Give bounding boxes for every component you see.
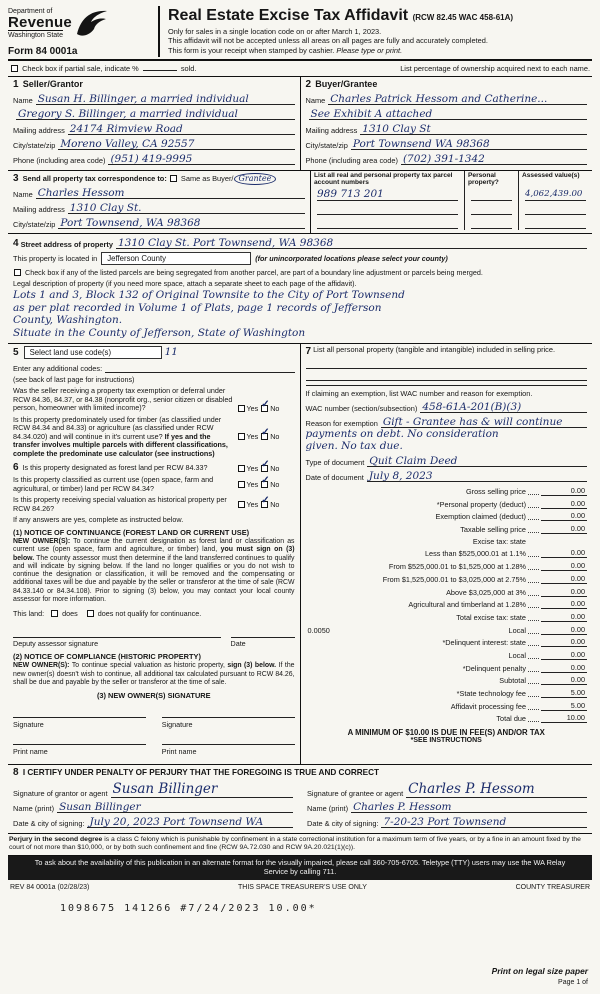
land-use-instructions-note: (see back of last page for instructions) [13,375,135,384]
document-date-field[interactable]: July 8, 2023 [367,470,587,482]
bottom-right-notes [492,966,588,986]
s6-question-forest: 6 Is this property designated as forest land per RCW 84.33? Yes ✓ No [13,464,295,473]
same-as-buyer-checkbox[interactable] [170,175,177,182]
s6-q2-yesno: Yes ✓ No [237,480,295,489]
tax-line: *Delinquent interest: state 0.00 [442,637,585,648]
personal-property-field[interactable] [471,189,512,201]
legal-description-field[interactable]: Lots 1 and 3, Block 132 of Original Townsite to the City of Port Townsend as per plat recorded in Volume 1 of Plats, page 1 records of Jefferson County, Washington. Situate in the County of Jefferson, State of Washington [13,289,405,339]
parcel-table [310,171,592,233]
excise-tax-table [306,486,588,723]
new-owner-signature-field-1[interactable] [13,710,146,718]
s6-q3-yesno: Yes ✓ No [237,500,295,509]
notice-compliance-body: NEW OWNER(S): To continue special valuation as historic property, sign (3) below. If the new owner(s) doesn't wish to continue, all additional tax calculated pursuant to RCW 84.26, shall be due and payable by the seller or transferor at the time of sale. [13,662,295,686]
seller-phone-field[interactable]: (951) 419-9995 [108,153,294,165]
grantor-certification: Signature of grantor or agent Susan Billinger Name (print) Susan Billinger Date & city of signing: July 20, 2023 Port Townsend WA [13,778,293,828]
parcel-number-field[interactable]: 989 713 201 [317,189,458,201]
tax-line: Exemption claimed (deduct) 0.00 [435,511,585,522]
s6-q2-yes-checkbox[interactable] [238,481,245,488]
wac-number-field[interactable]: 458-61A-201(B)(3) [420,401,587,413]
title-rcw-code: (RCW 82.45 WAC 458-61A) [412,13,514,22]
additional-codes-field[interactable] [105,362,294,373]
land-does-not-checkbox[interactable] [87,610,94,617]
tax-line: Total excise tax: state 0.00 [456,611,585,622]
dept-prefix: Department of [8,8,53,15]
tax-line: *Personal property (deduct) 0.00 [436,498,585,509]
s5-q1-no-checkbox[interactable]: ✓ [261,398,270,410]
dept-name: Revenue [8,14,72,31]
minimum-due-note: A MINIMUM OF $10.00 IS DUE IN FEE(S) AND/OR TAX [347,728,545,738]
main-columns [8,344,592,765]
left-column: 5 Select land use code(s) 11 Enter any additional codes: (see back of last page for instructions) Was the seller receiving a property tax exemption or deferral under RCW 84.36, 84.37, or 84.38 (nonprofit org., senior citizen or disabled person, homeowner with limited income)? Yes ✓ No Is this property predominately used for timber (as classified under RCW 84.34 and 84.33) or agriculture (as classified under RCW 84.34.020) and will continue in it's current use? If yes and the transfer involves multiple parcels with different classifications, complete the predominate use calculator (see instructions) Yes ✓ No 6 Is this property designated as forest land per RCW 84.33? Yes ✓ No Is this property classified as current use (open space, farm and agricultural, or timber) land per RCW 84.34? Yes ✓ No Is this property receiving special valuation as historical property per RCW 84.26? Yes ✓ No If any answers are yes, complete as instructed below. (1) NOTICE OF CONTINUANCE (FOREST LAND OR CURRENT USE) NEW OWNER(S): To continue the current designation as forest land or classification as current use (open space, farm and agriculture, or timber) land, you must sign on (3) below. The county assessor must then determine if the land transferred continues to qualify and will indicate by signing below. If the land no longer qualifies or you do not wish to continue the designation or classification, it will be removed and the compensating or additional taxes will be due and payable by the seller or transferor at the time of sale (RCW 84.33.140 or 84.34.108). Prior to signing (3) below, you may contact your local county assessor for more information. This land: does does not qualify for continuance. Deputy assessor signature Date (2) NOTICE OF COMPLIANCE (HISTORIC PROPERTY) NEW OWNER(S): To continue special valuation as historic property, sign (3) below. If the new owner(s) doesn't wish to continue, all additional tax calculated pursuant to RCW 84.26, shall be due and payable by the seller or transferor at the time of sale. (3) NEW OWNER(S) SIGNATURE Signature Print name Signature Print name [8,344,301,764]
document-type-field[interactable]: Quit Claim Deed [367,455,587,467]
land-qualify-row: This land: does does not qualify for continuance. [13,609,202,619]
buyer-title: Buyer/Grantee [315,79,378,89]
partial-sale-option: Check box if partial sale, indicate % sold. [10,63,196,73]
s6-q1-yes-checkbox[interactable] [238,465,245,472]
form-header [8,6,592,61]
form-number: Form 84 0001a [8,46,78,57]
treasurer-space-label: THIS SPACE TREASURER'S USE ONLY [238,883,367,891]
s5-question-timber: Is this property predominately used for timber (as classified under RCW 84.34 and 84.33) or agriculture (as classified under RCW 84.34.020) and will continue in it's current use? If yes and the transfer involves multiple parcels with different classifications, complete the predominate use calculator (see instructions) Yes ✓ No [13,416,295,459]
certify-statement: I CERTIFY UNDER PENALTY OF PERJURY THAT THE FOREGOING IS TRUE AND CORRECT [22,768,380,777]
footer-row [8,880,592,891]
street-address-field[interactable]: 1310 Clay St. Port Townsend, WA 98368 [116,237,587,249]
county-select[interactable]: Jefferson County [101,252,251,265]
title-block [160,6,592,57]
s6-q1-yesno: Yes ✓ No [237,464,295,473]
grantee-signature-field[interactable]: Charles P. Hessom [406,781,587,798]
grantor-print-name-field[interactable]: Susan Billinger [57,801,293,813]
seller-title: Seller/Grantor [22,79,83,89]
exemption-intro: If claiming an exemption, list WAC number and reason for exemption. [305,389,533,398]
partial-percent-field[interactable] [143,63,177,71]
parcel-table-header: List all real and personal property tax parcel account numbers Personal property? Assessed value(s) [311,171,592,188]
section-property: 4 Street address of property 1310 Clay St. Port Townsend, WA 98368 This property is located in Jefferson County (for unincorporated locations please select your county) Check box if any of the listed parcels are being segregated from another parcel, are part of a boundary line adjustment or parcels being merged. Legal description of property (if you need more space, attach a separate sheet to each page of the affidavit). Lots 1 and 3, Block 132 of Original Townsite to the City of Port Townsend as per plat recorded in Volume 1 of Plats, page 1 records of Jefferson County, Washington. Situate in the County of Jefferson, State of Washington [8,234,592,344]
legal-description-label: Legal description of property (if you need more space, attach a separate sheet to each page of the affidavit). [13,279,357,288]
segregated-checkbox[interactable] [14,269,21,276]
s5-q1-yes-checkbox[interactable] [238,405,245,412]
partial-sale-checkbox[interactable] [11,65,18,72]
exemption-reason-field[interactable]: Gift - Grantee has & will continue [381,416,587,428]
buyer-phone-field[interactable]: (702) 391-1342 [401,153,587,165]
notice-continuance-title: (1) NOTICE OF CONTINUANCE (FOREST LAND OR CURRENT USE) [13,528,250,537]
section-tax-correspondence [8,171,592,234]
s6-q3-no-checkbox[interactable]: ✓ [261,495,270,506]
header-note-2: This affidavit will not be accepted unless all areas on all pages are fully and accurately completed. [168,36,488,46]
tax-line: 0.0050 Local 0.00 [307,624,585,635]
land-does-checkbox[interactable] [51,610,58,617]
exemption-reason-overflow: payments on debt. No consideration given. No tax due. [305,428,499,452]
personal-property-field-2[interactable] [306,369,588,381]
s6-question-historic: Is this property receiving special valuation as historical property per RCW 84.26? Yes ✓ No [13,496,295,513]
dept-state: Washington State [8,32,63,39]
ownership-note: List percentage of ownership acquired next to each name. [400,64,590,73]
land-use-code-value: 11 [164,346,178,358]
type-or-print-note: Please type or print. [336,45,403,55]
see-instructions-note: *SEE INSTRUCTIONS [410,737,482,745]
assessed-value-field[interactable]: 4,062,439.00 [525,189,586,201]
correspondence-block: 3 Send all property tax correspondence to: Same as Buyer/ Grantee Name Charles Hessom Mailing address 1310 Clay St. City/state/zip Port Townsend, WA 98368 [8,171,310,233]
cashier-stamp: 1098675 141266 #7/24/2023 10.00* [60,902,317,914]
parcel-row-1 [311,188,592,202]
seller-mailing-field[interactable]: 24174 Rimview Road [68,123,295,135]
s6-question-current-use: Is this property classified as current use (open space, farm and agricultural, or timber) land per RCW 84.34? Yes ✓ No [13,476,295,493]
tax-line: From $1,525,000.01 to $3,025,000 at 2.75% 0.00 [382,573,585,584]
s5-q2-no-checkbox[interactable]: ✓ [261,427,270,439]
section-certification: 8 I CERTIFY UNDER PENALTY OF PERJURY THAT THE FOREGOING IS TRUE AND CORRECT Signature of grantor or agent Susan Billinger Name (print) Susan Billinger Date & city of signing: July 20, 2023 Port Townsend WA Signature of grantee or agent Charles P. Hessom Name (print) Charles P. Hessom Date & city of signing: 7-20-23 Port Townsend [8,765,592,834]
print-size-note: Print on legal size paper [491,966,588,976]
section-buyer: 2 Buyer/Grantee Name Charles Patrick Hessom and Catherine... See Exhibit A attached Mailing address 1310 Clay St City/state/zip Port Townsend WA 98368 Phone (including area code) (702) 391-1342 [301,77,593,170]
new-owner-signature-block: Signature Print name Signature Print name [13,700,295,756]
s6-q3-yes-checkbox[interactable] [238,501,245,508]
partial-sale-row [8,61,592,77]
rev-number: REV 84 0001a (02/28/23) [10,883,90,891]
grantee-certification: Signature of grantee or agent Charles P. Hessom Name (print) Charles P. Hessom Date & city of signing: 7-20-23 Port Townsend [307,778,587,828]
seller-city-field[interactable]: Moreno Valley, CA 92557 [58,138,294,150]
right-column: 7 List all personal property (tangible and intangible) included in selling price. If claiming an exemption, list WAC number and reason for exemption. WAC number (section/subsection) 458-61A-201(B)(3) Reason for exemption Gift - Grantee has & will continue payments on debt. No consideration given. No tax due. Type of document Quit Claim Deed Date of document July 8, 2023 Gross selling price 0.00 *Personal property (deduct) 0.00 Exemption claimed (deduct) 0.00 Taxable selling price 0.00 Excise tax: state Less than $525,000.01 at 1.1% 0.00 From $525,000.01 to $1,525,000 at 1.28% 0.00 From $1,525,000.01 to $3,025,000 at 2.75% 0.00 Above $3,025,000 at 3% 0.00 Agricultural and timberland at 1.28% 0.00 Total excise tax: state 0.00 0.0050 Local 0.00 *Delinquent interest: state 0.00 Local 0.00 *Delinquent penalty 0.00 Subtotal 0.00 *State technology fee 5.00 Affidavit processing fee 5.00 Total due 10.00 A MINIMUM OF $10.00 IS DUE IN FEE(S) AND/OR TAX *SEE INSTRUCTIONS [305,345,585,745]
header-note-3: This form is your receipt when stamped by cashier. Please type or print. [168,45,403,55]
buyer-name-field[interactable]: Charles Patrick Hessom and Catherine... [328,93,587,105]
s5-q2-yes-checkbox[interactable] [238,433,245,440]
buyer-mailing-field[interactable]: 1310 Clay St [360,123,587,135]
tax-line: Agricultural and timberland at 1.28% 0.00 [408,599,585,610]
correspondence-mailing-field[interactable]: 1310 Clay St. [68,202,305,214]
page-number: Page 1 of [558,979,588,986]
correspondence-name-field[interactable]: Charles Hessom [36,187,305,199]
deputy-date-field[interactable] [231,630,295,638]
seller-name-field-2[interactable]: Gregory S. Billinger, a married individual [16,108,295,120]
tax-line: Subtotal 0.00 [499,675,585,686]
predominate-use-note: If yes and the transfer involves multiple parcels with different classifications, complete the predominate use calculator (see instructions) [13,431,228,458]
seller-name-field[interactable]: Susan H. Billinger, a married individual [36,93,295,105]
tax-line: From $525,000.01 to $1,525,000 at 1.28% 0.00 [388,561,585,572]
tax-line: *Delinquent penalty 0.00 [462,662,585,673]
tax-line: Local 0.00 [508,649,585,660]
county-treasurer-label: COUNTY TREASURER [515,883,590,891]
deputy-labels: Deputy assessor signature Date [13,639,246,649]
section-seller: 1 Seller/Grantor Name Susan H. Billinger, a married individual Gregory S. Billinger, a married individual Mailing address 24174 Rimview Road City/state/zip Moreno Valley, CA 92557 Phone (including area code) (951) 419-9995 [8,77,301,170]
perjury-notice: Perjury in the second degree is a class C felony which is punishable by confinement in a state correctional institution for a maximum term of five years, or by a fine in an amount fixed by the court of not more than $10,000, or by both such confinement and fine (RCW 9A.72.030 and RCW 9A.20.021(1)(c)). [8,834,592,856]
personal-property-intro: List all personal property (tangible and intangible) included in selling price. [313,345,556,354]
new-owner-signature-title: (3) NEW OWNER(S) SIGNATURE [96,691,211,701]
new-owner-print-field-1[interactable] [13,737,146,745]
buyer-city-field[interactable]: Port Townsend WA 98368 [351,138,587,150]
tax-line: *State technology fee 5.00 [456,688,585,698]
dor-logo-icon [75,8,109,40]
new-owner-signature-field-2[interactable] [162,710,295,718]
land-use-select[interactable]: Select land use code(s) [24,346,162,359]
parcel-row-2 [311,202,592,216]
notice-continuance-body: NEW OWNER(S): To continue the current designation as forest land or classification as current use (open space, farm and agriculture, or timber) land, you must sign on (3) below. The county assessor must then determine if the land transferred continues to qualify and will indicate by signing below. If the land no longer qualifies or you do not wish to continue the designation or classification, it will be removed and the compensating or additional taxes will be due and payable by the seller or transferor at the time of sale (RCW 84.33.140 or 84.34.108). Prior to signing (3) below, you may contact your local county assessor for more information. [13,538,295,604]
grantee-circled: Grantee [234,173,277,185]
tax-line: Excise tax: state [472,536,526,546]
notice-compliance-title: (2) NOTICE OF COMPLIANCE (HISTORIC PROPERTY) [13,652,201,662]
new-owner-print-field-2[interactable] [162,737,295,745]
correspondence-city-field[interactable]: Port Townsend, WA 98368 [58,217,305,229]
agency-block [8,6,160,57]
grantor-date-city-field[interactable]: July 20, 2023 Port Townsend WA [87,816,293,828]
s5-q2-yesno: Yes ✓ No [237,432,295,441]
deputy-assessor-signature-field[interactable] [13,630,221,638]
s5-question-exemption: Was the seller receiving a property tax exemption or deferral under RCW 84.36, 84.37, or 84.38 (nonprofit org., senior citizen or disabled person, homeowner with limited income)? Yes ✓ No [13,387,295,413]
tax-line: Taxable selling price 0.00 [460,524,585,535]
buyer-name-field-2[interactable]: See Exhibit A attached [309,108,588,120]
s6-q1-no-checkbox[interactable]: ✓ [261,459,270,470]
grantor-signature-field[interactable]: Susan Billinger [111,781,294,798]
seller-buyer-sections [8,77,592,171]
s5-q1-yesno: Yes ✓ No [237,404,295,413]
accessibility-bar: To ask about the availability of this publication in an alternate format for the visually impaired, please call 360-705-6705. Teletype (TTY) users may use the WA Relay Service by calling 711. [8,856,592,880]
tax-line: Less than $525,000.01 at 1.1% 0.00 [424,548,585,559]
header-note-1: Only for sales in a single location code on or after March 1, 2023. [168,26,382,36]
parcel-row-3 [311,216,592,230]
tax-line: Gross selling price 0.00 [465,486,585,496]
tax-line: Above $3,025,000 at 3% 0.00 [446,586,585,597]
tax-line: Affidavit processing fee 5.00 [450,700,585,711]
tax-line: Total due 10.00 [496,713,585,724]
grantee-date-city-field[interactable]: 7-20-23 Port Townsend [381,816,587,828]
s6-q2-no-checkbox[interactable]: ✓ [261,475,270,486]
county-note: (for unincorporated locations please select your county) [255,254,448,263]
grantee-print-name-field[interactable]: Charles P. Hessom [351,801,587,813]
page-title: Real Estate Excise Tax Affidavit [168,7,409,24]
personal-property-field-1[interactable] [306,357,588,369]
if-yes-note: If any answers are yes, complete as instructed below. [13,515,184,524]
